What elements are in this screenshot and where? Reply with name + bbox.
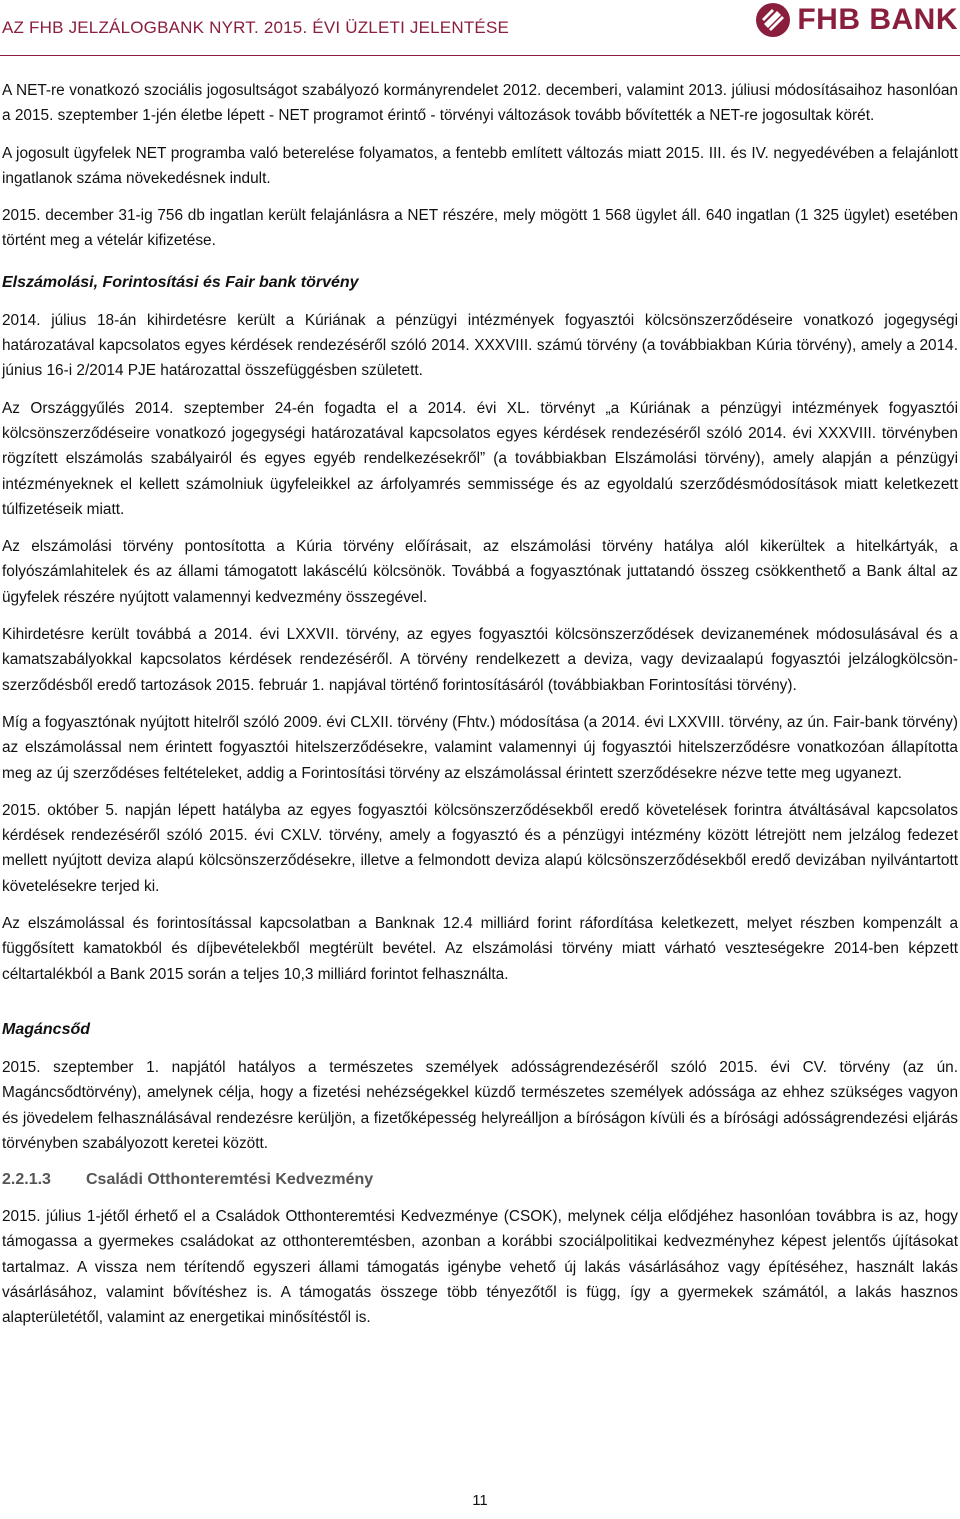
section-number: 2.2.1.3 bbox=[2, 1171, 51, 1189]
paragraph: 2015. október 5. napján lépett hatályba az egyes fogyasztói kölcsönszerződésekből eredő követelések forintra átváltásával kapcsolatos kérdések rendezéséről szóló 2015. évi CXLV. törvény, amely a fogyasztó és a pénzügyi intézmény között létrejött nem jelzálog fedezet mellett nyújtott deviza alapú kölcsönszerződésekre, illetve a felmondott deviza alapú kölcsönszerződésekből eredő devizában nyilvántartott követelésekre terjed ki. bbox=[2, 801, 958, 895]
paragraph: 2015. december 31-ig 756 db ingatlan került felajánlásra a NET részére, mely mögött 1 568 ügylet áll. 640 ingatlan (1 325 ügylet) esetében történt meg a vételár kifizetése. bbox=[2, 207, 958, 250]
logo-text: FHB BANK bbox=[797, 3, 958, 36]
numbered-section-heading bbox=[2, 1168, 958, 1192]
report-title: AZ FHB JELZÁLOGBANK NYRT. 2015. ÉVI ÜZLETI JELENTÉSE bbox=[2, 18, 510, 37]
report-body bbox=[2, 78, 958, 1343]
paragraph: 2015. július 1-jétől érhető el a Családok Otthonteremtési Kedvezménye (CSOK), melynek célja elődjéhez hasonlóan továbbra is az, hogy támogassa a gyermekes családokat az otthonteremtésben, azonban a korábbi szociálpolitikai kedvezményhez képest jelentős újításokat tartalmaz. A vissza nem térítendő egyszeri állami támogatás igénybe vehető új lakás vásárlásához vagy építéséhez, használt lakás vásárlásához, valamint bővítéshez is. A támogatás összege több tényezőtől is függ, így a gyermekek számától, a lakás hasznos alapterületétől, valamint az energetikai minősítéstől is. bbox=[2, 1208, 958, 1327]
paragraph: Míg a fogyasztónak nyújtott hitelről szóló 2009. évi CLXII. törvény (Fhtv.) módosítása (a 2014. évi LXXVIII. törvény, az ún. Fair-bank törvény) az elszámolással nem érintett fogyasztói hitelszerződésekre, valamint valamennyi új fogyasztói hitelszerződésre vonatkozóan állapította meg az új szerződéses feltételeket, addig a Forintosítási törvény az elszámolással érintett szerződésekre nézve tette meg ugyanezt. bbox=[2, 713, 958, 782]
fhb-logo-mark-icon bbox=[755, 2, 791, 38]
paragraph: Az elszámolással és forintosítással kapcsolatban a Banknak 12.4 milliárd forint ráfordítása keletkezett, melyet részben kompenzált a függősített kamatokból és díjbevételekből megtérült bevétel. Az elszámolási törvény miatt várható veszteségekre 2014-ben képzett céltartalékból a Bank 2015 során a teljes 10,3 milliárd forintot felhasználta. bbox=[2, 915, 958, 983]
paragraph: 2014. július 18-án kihirdetésre került a Kúriának a pénzügyi intézmények fogyasztói kölcsönszerződéseire vonatkozó jogegységi határozatával kapcsolatos egyes kérdések rendezéséről szóló 2014. XXXVIII. számú törvény (a továbbiakban Kúria törvény), amely a 2014. június 16-i 2/2014 PJE határozattal összefüggésben született. bbox=[2, 311, 958, 380]
paragraph: A jogosult ügyfelek NET programba való beterelése folyamatos, a fentebb említett változás miatt 2015. III. és IV. negyedévében a felajánlott ingatlanok száma növekedésnek indult. bbox=[2, 144, 958, 187]
paragraph: Kihirdetésre került továbbá a 2014. évi LXXVII. törvény, az egyes fogyasztói kölcsönszerződések devizanemének módosulásával és a kamatszabályokkal kapcsolatos kérdések rendezéséről. A törvény rendelkezett a deviza, vagy devizaalapú fogyasztói jelzálogkölcsön-szerződésből eredő tartozások 2015. február 1. napjával történő forintosításáról (továbbiakban Forintosítási törvény). bbox=[2, 626, 958, 694]
section-heading: Elszámolási, Forintosítási és Fair bank törvény bbox=[2, 273, 359, 291]
paragraph: 2015. szeptember 1. napjától hatályos a természetes személyek adósságrendezéséről szóló 2015. évi CV. törvény (az ún. Magáncsődtörvény), amelynek célja, hogy a fizetési nehézségekkel küzdő természetes személyek adóssága az ehhez szükséges vagyon és jövedelem felhasználásával rendezésre kerüljön, a fizetőképesség helyreálljon a bíróságon kívüli és a bírósági adósságrendezési eljárás törvényben szabályozott keretei között. bbox=[2, 1058, 958, 1152]
page-number: 11 bbox=[472, 1492, 488, 1509]
fhb-bank-logo bbox=[755, 2, 958, 38]
header-divider bbox=[0, 55, 960, 56]
paragraph: Az Országgyűlés 2014. szeptember 24-én fogadta el a 2014. évi XL. törvényt „a Kúriának a pénzügyi intézmények fogyasztói kölcsönszerződéseire vonatkozó jogegységi határozatával kapcsolatos egyes kérdések rendezéséről szóló 2014. évi XXXVIII. törvényben rögzített elszámolás szabályairól és egyes egyéb rendelkezésekről” (a továbbiakban Elszámolási törvény), amely alapján a pénzügyi intézményeknek el kellett számolniuk ügyfeleikkel az árfolyamrés semmissége és az egyoldalú szerződésmódosítások miatt keletkezett túlfizetéseik miatt. bbox=[2, 399, 958, 518]
paragraph: Az elszámolási törvény pontosította a Kúria törvény előírásait, az elszámolási törvény hatálya alól kikerültek a hitelkártyák, a folyószámlahitelek és az állami támogatott lakáscélú kölcsönök. Továbbá a fogyasztónak juttatandó összeg csökkenthető a Bank által az ügyfelek részére nyújtott valamennyi kedvezmény összegével. bbox=[2, 538, 958, 606]
section-title: Családi Otthonteremtési Kedvezmény bbox=[86, 1171, 374, 1189]
paragraph: A NET-re vonatkozó szociális jogosultságot szabályozó kormányrendelet 2012. decemberi, valamint 2013. júliusi módosításaihoz hasonlóan a 2015. szeptember 1-jén életbe lépett - NET programot érintő - törvényi változások tovább bővítették a NET-re jogosultak körét. bbox=[2, 82, 958, 125]
page-header bbox=[0, 0, 960, 58]
section-heading: Magáncsőd bbox=[2, 1020, 91, 1038]
